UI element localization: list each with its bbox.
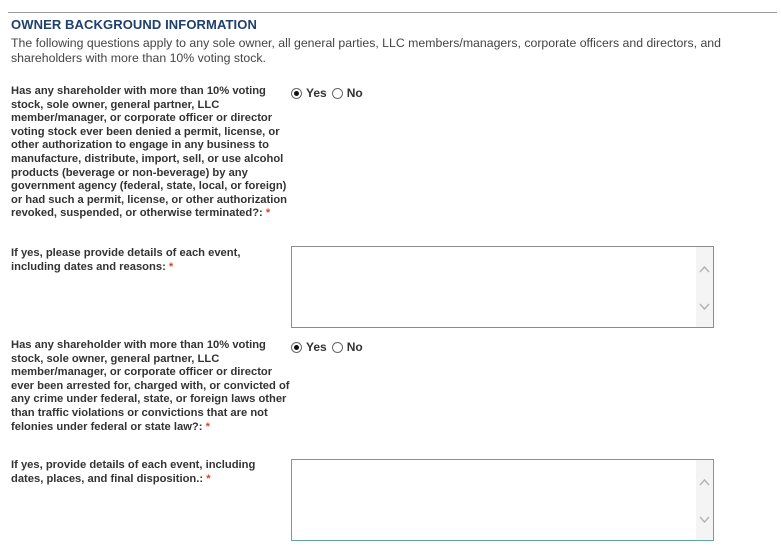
question-denied-permit-label [11,85,293,221]
details-text: If yes, please provide details of each event, including dates and reasons: [11,247,241,273]
denied-permit-details-label [11,247,281,274]
denied-permit-no-label[interactable]: No [346,86,363,100]
details-text: If yes, provide details of each event, including dates, places, and final disposition.: [11,459,256,485]
section-title: OWNER BACKGROUND INFORMATION [11,17,257,32]
arrested-details-label [11,459,281,486]
scroll-up-icon[interactable] [699,264,710,275]
question-arrested-label [11,339,293,434]
denied-permit-yes-label[interactable]: Yes [306,86,327,100]
scroll-down-icon[interactable] [699,301,710,312]
textarea-scrollbar[interactable] [696,460,713,540]
scroll-up-icon[interactable] [699,477,710,488]
denied-permit-details-textarea[interactable] [291,246,714,328]
denied-permit-radio-group [291,86,368,100]
required-marker: * [168,260,174,273]
arrested-yes-label[interactable]: Yes [306,340,327,354]
arrested-details-textarea[interactable] [291,459,714,541]
arrested-no-radio[interactable] [332,342,343,353]
denied-permit-no-radio[interactable] [332,88,343,99]
section-divider [8,12,777,13]
required-marker: * [205,420,210,433]
question-text: Has any shareholder with more than 10% voting stock, sole owner, general partner, LLC member/manager, or corporate officer or director ever been arrested for, charged with, or convicted of any crime under federal, state, or foreign laws other than traffic violations or convictions that are not felonies under federal or state law?: [11,339,290,433]
arrested-no-label[interactable]: No [346,340,363,354]
denied-permit-yes-radio[interactable] [291,88,302,99]
scroll-down-icon[interactable] [699,514,710,525]
arrested-radio-group [291,340,368,354]
required-marker: * [206,472,211,485]
section-intro: The following questions apply to any sole owner, all general parties, LLC members/managers, corporate officers and directors, and shareholders with more than 10% voting stock. [11,36,721,65]
question-text: Has any shareholder with more than 10% voting stock, sole owner, general partner, LLC member/manager, or corporate officer or director voting stock ever been denied a permit, license, or other authorization to engage in any business to manufacture, distribute, import, sell, or use alcohol products (beverage or non-beverage) by any government agency (federal, state, local, or foreign) or had such a permit, license, or other authorization revoked, suspended, or otherwise terminated?: [11,85,288,220]
arrested-yes-radio[interactable] [291,342,302,353]
textarea-scrollbar[interactable] [696,247,713,327]
required-marker: * [265,207,271,220]
